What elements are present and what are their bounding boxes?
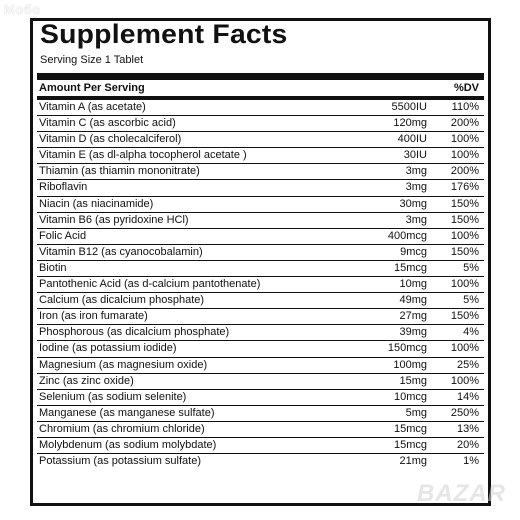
nutrient-amount: 15mg <box>399 374 427 387</box>
nutrient-dv: 100% <box>450 229 479 242</box>
nutrient-row <box>37 325 484 341</box>
nutrient-dv: 14% <box>456 390 479 403</box>
header-dv: %DV <box>453 82 479 94</box>
nutrient-amount: 150mcg <box>387 342 427 355</box>
nutrient-row <box>37 406 484 422</box>
nutrient-dv: 4% <box>463 326 479 339</box>
nutrient-amount: 3mg <box>405 181 427 194</box>
nutrient-dv: 176% <box>450 181 479 194</box>
nutrient-name: Molybdenum (as sodium molybdate) <box>39 438 217 451</box>
nutrient-amount: 3mg <box>405 213 427 226</box>
nutrient-amount: 15mcg <box>393 422 427 435</box>
nutrient-dv: 20% <box>456 438 479 451</box>
nutrient-amount: 27mg <box>399 310 427 323</box>
nutrient-dv: 5% <box>463 261 479 274</box>
nutrient-name: Iron (as iron fumarate) <box>39 310 148 323</box>
nutrient-dv: 25% <box>456 358 479 371</box>
nutrient-name: Vitamin D (as cholecalciferol) <box>39 133 182 146</box>
nutrient-name: Pantothenic Acid (as d-calcium pantothenate) <box>39 278 261 291</box>
nutrient-row <box>37 100 484 116</box>
nutrient-dv: 110% <box>451 101 479 113</box>
nutrient-name: Vitamin E (as dl-alpha tocopherol acetate ) <box>39 149 247 162</box>
nutrient-name: Vitamin B6 (as pyridoxine HCl) <box>39 213 189 226</box>
nutrient-name: Niacin (as niacinamide) <box>39 197 154 210</box>
nutrient-row <box>37 358 484 374</box>
column-header <box>37 81 484 95</box>
nutrient-row <box>37 197 484 213</box>
nutrient-dv: 100% <box>450 278 479 291</box>
nutrient-name: Phosphorous (as dicalcium phosphate) <box>39 326 230 339</box>
nutrient-row <box>37 454 484 470</box>
thick-rule-top <box>37 73 484 80</box>
nutrient-row <box>37 132 484 148</box>
nutrient-name: Manganese (as manganese sulfate) <box>39 406 215 419</box>
nutrient-row <box>37 341 484 357</box>
nutrient-name: Vitamin B12 (as cyanocobalamin) <box>39 245 203 258</box>
nutrient-row <box>37 261 484 277</box>
nutrient-row <box>37 374 484 390</box>
nutrient-row <box>37 229 484 245</box>
nutrient-row <box>37 164 484 180</box>
nutrient-amount: 10mcg <box>393 390 427 403</box>
nutrient-amount: 400IU <box>397 133 427 146</box>
header-amount-per-serving: Amount Per Serving <box>39 82 145 94</box>
nutrient-amount: 30IU <box>403 149 427 162</box>
nutrient-dv: 200% <box>450 165 479 178</box>
watermark-bottom-right: BAZAR <box>417 480 506 507</box>
nutrient-name: Selenium (as sodium selenite) <box>39 390 187 403</box>
nutrient-dv: 5% <box>463 294 479 307</box>
nutrient-amount: 15mcg <box>393 438 427 451</box>
serving-size: Serving Size 1 Tablet <box>40 54 144 66</box>
nutrient-amount: 9mcg <box>400 245 427 258</box>
nutrient-name: Thiamin (as thiamin mononitrate) <box>39 165 200 178</box>
nutrient-amount: 400mcg <box>387 229 427 242</box>
nutrient-name: Riboflavin <box>39 181 88 194</box>
nutrient-dv: 250% <box>450 406 479 419</box>
nutrient-amount: 10mg <box>399 278 427 291</box>
nutrient-dv: 100% <box>450 374 479 387</box>
nutrient-name: Potassium (as potassium sulfate) <box>39 455 202 468</box>
panel-title: Supplement Facts <box>40 19 288 49</box>
nutrient-dv: 150% <box>450 245 479 258</box>
nutrient-name: Vitamin C (as ascorbic acid) <box>39 117 176 130</box>
nutrient-name: Vitamin A (as acetate) <box>39 101 146 113</box>
nutrient-name: Magnesium (as magnesium oxide) <box>39 358 208 371</box>
nutrient-row <box>37 148 484 164</box>
nutrient-name: Calcium (as dicalcium phosphate) <box>39 294 205 307</box>
nutrient-row <box>37 422 484 438</box>
nutrient-amount: 49mg <box>399 294 427 307</box>
nutrient-amount: 30mg <box>399 197 427 210</box>
nutrient-dv: 150% <box>450 213 479 226</box>
nutrient-dv: 100% <box>450 149 479 162</box>
nutrient-row <box>37 213 484 229</box>
watermark-top-left: Мобо <box>4 2 41 17</box>
nutrient-name: Biotin <box>39 261 67 274</box>
nutrient-amount: 15mcg <box>393 261 427 274</box>
nutrient-dv: 150% <box>450 197 479 210</box>
nutrient-row <box>37 293 484 309</box>
nutrient-name: Zinc (as zinc oxide) <box>39 374 134 387</box>
nutrient-amount: 21mg <box>399 455 427 468</box>
nutrient-name: Iodine (as potassium iodide) <box>39 342 177 355</box>
nutrient-row <box>37 116 484 132</box>
nutrient-name: Folic Acid <box>39 229 87 242</box>
nutrient-amount: 120mg <box>393 117 427 130</box>
nutrient-row <box>37 309 484 325</box>
nutrient-amount: 39mg <box>399 326 427 339</box>
nutrient-amount: 5500IU <box>391 101 427 113</box>
nutrient-dv: 100% <box>450 342 479 355</box>
nutrient-dv: 13% <box>456 422 479 435</box>
nutrient-dv: 200% <box>450 117 479 130</box>
nutrient-name: Chromium (as chromium chloride) <box>39 422 205 435</box>
nutrient-row <box>37 180 484 196</box>
nutrient-row <box>37 277 484 293</box>
nutrient-amount: 3mg <box>405 165 427 178</box>
nutrient-row <box>37 245 484 261</box>
nutrient-dv: 1% <box>463 455 479 468</box>
nutrient-amount: 100mg <box>393 358 427 371</box>
nutrient-dv: 100% <box>450 133 479 146</box>
nutrient-row <box>37 390 484 406</box>
nutrient-row <box>37 438 484 454</box>
nutrient-amount: 5mg <box>405 406 427 419</box>
nutrient-list <box>37 100 484 470</box>
nutrient-dv: 150% <box>450 310 479 323</box>
supplement-facts-panel <box>30 18 491 506</box>
